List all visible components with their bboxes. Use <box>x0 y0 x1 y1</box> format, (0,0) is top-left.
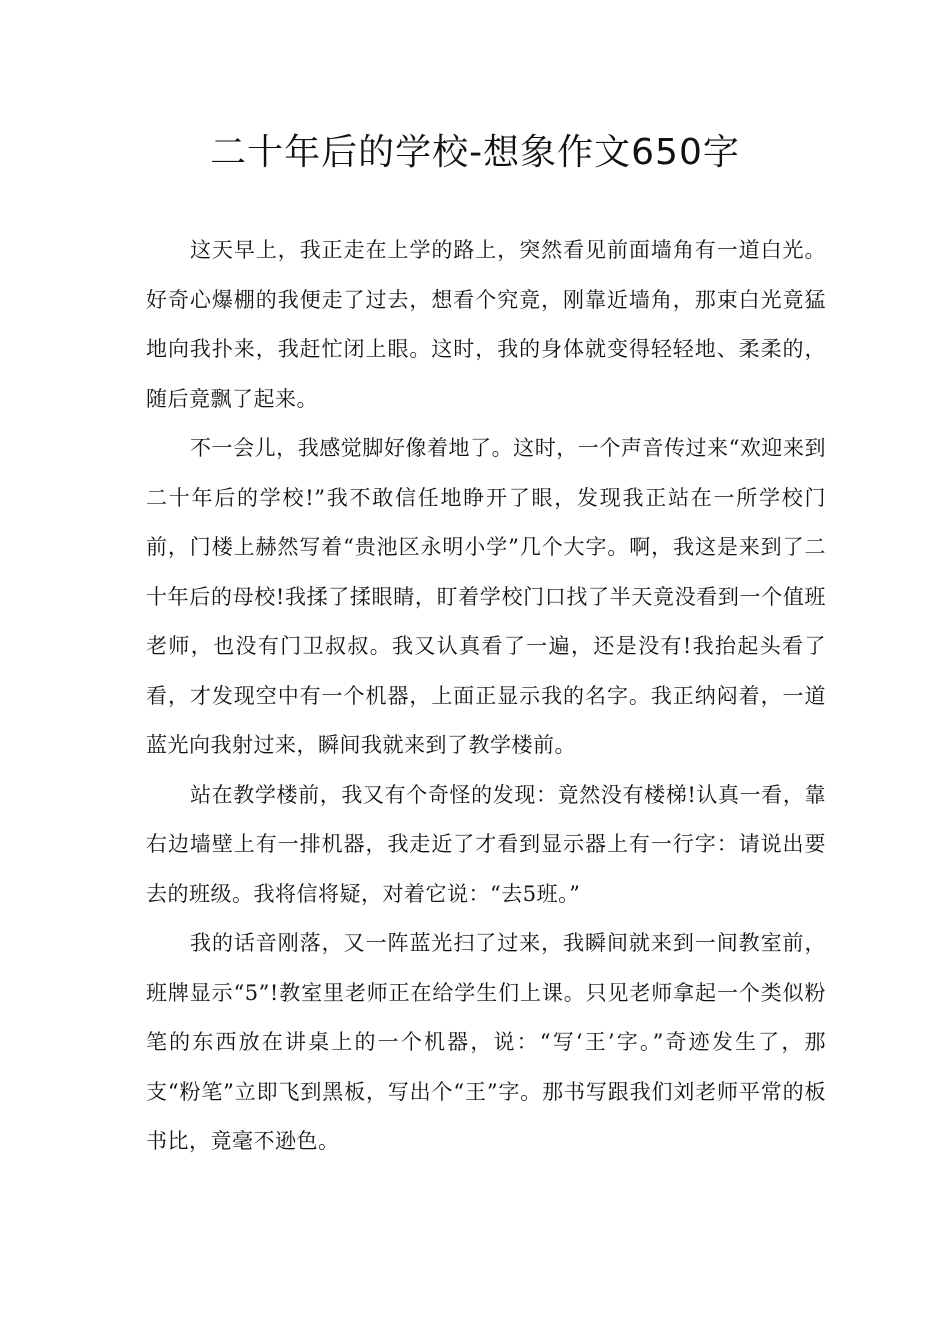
paragraph-4: 我的话音刚落，又一阵蓝光扫了过来，我瞬间就来到一间教室前，班牌显示“5”!教室里老师正在给学生们上课。只见老师拿起一个类似粉笔的东西放在讲桌上的一个机器，说：“写‘王’字。”奇迹发生了，那支“粉笔”立即飞到黑板，写出个“王”字。那书写跟我们刘老师平常的板书比，竟毫不逊色。 <box>146 931 826 1153</box>
paragraph-1: 这天早上，我正走在上学的路上，突然看见前面墙角有一道白光。好奇心爆棚的我便走了过去，想看个究竟，刚靠近墙角，那束白光竟猛地向我扑来，我赶忙闭上眼。这时，我的身体就变得轻轻地、柔柔的，随后竟飘了起来。 <box>146 238 826 411</box>
paragraph-2: 不一会儿，我感觉脚好像着地了。这时，一个声音传过来“欢迎来到二十年后的学校!”我不敢信任地睁开了眼，发现我正站在一所学校门前，门楼上赫然写着“贵池区永明小学”几个大字。啊，我这是来到了二十年后的母校!我揉了揉眼睛，盯着学校门口找了半天竟没看到一个值班老师，也没有门卫叔叔。我又认真看了一遍，还是没有!我抬起头看了看，才发现空中有一个机器，上面正显示我的名字。我正纳闷着，一道蓝光向我射过来，瞬间我就来到了教学楼前。 <box>146 436 826 757</box>
page-title: 二十年后的学校-想象作文650字 <box>210 132 740 173</box>
paragraph-3: 站在教学楼前，我又有个奇怪的发现：竟然没有楼梯!认真一看，靠右边墙壁上有一排机器，我走近了才看到显示器上有一行字：请说出要去的班级。我将信将疑，对着它说：“去5班。” <box>146 782 826 906</box>
essay-body <box>146 226 826 1167</box>
